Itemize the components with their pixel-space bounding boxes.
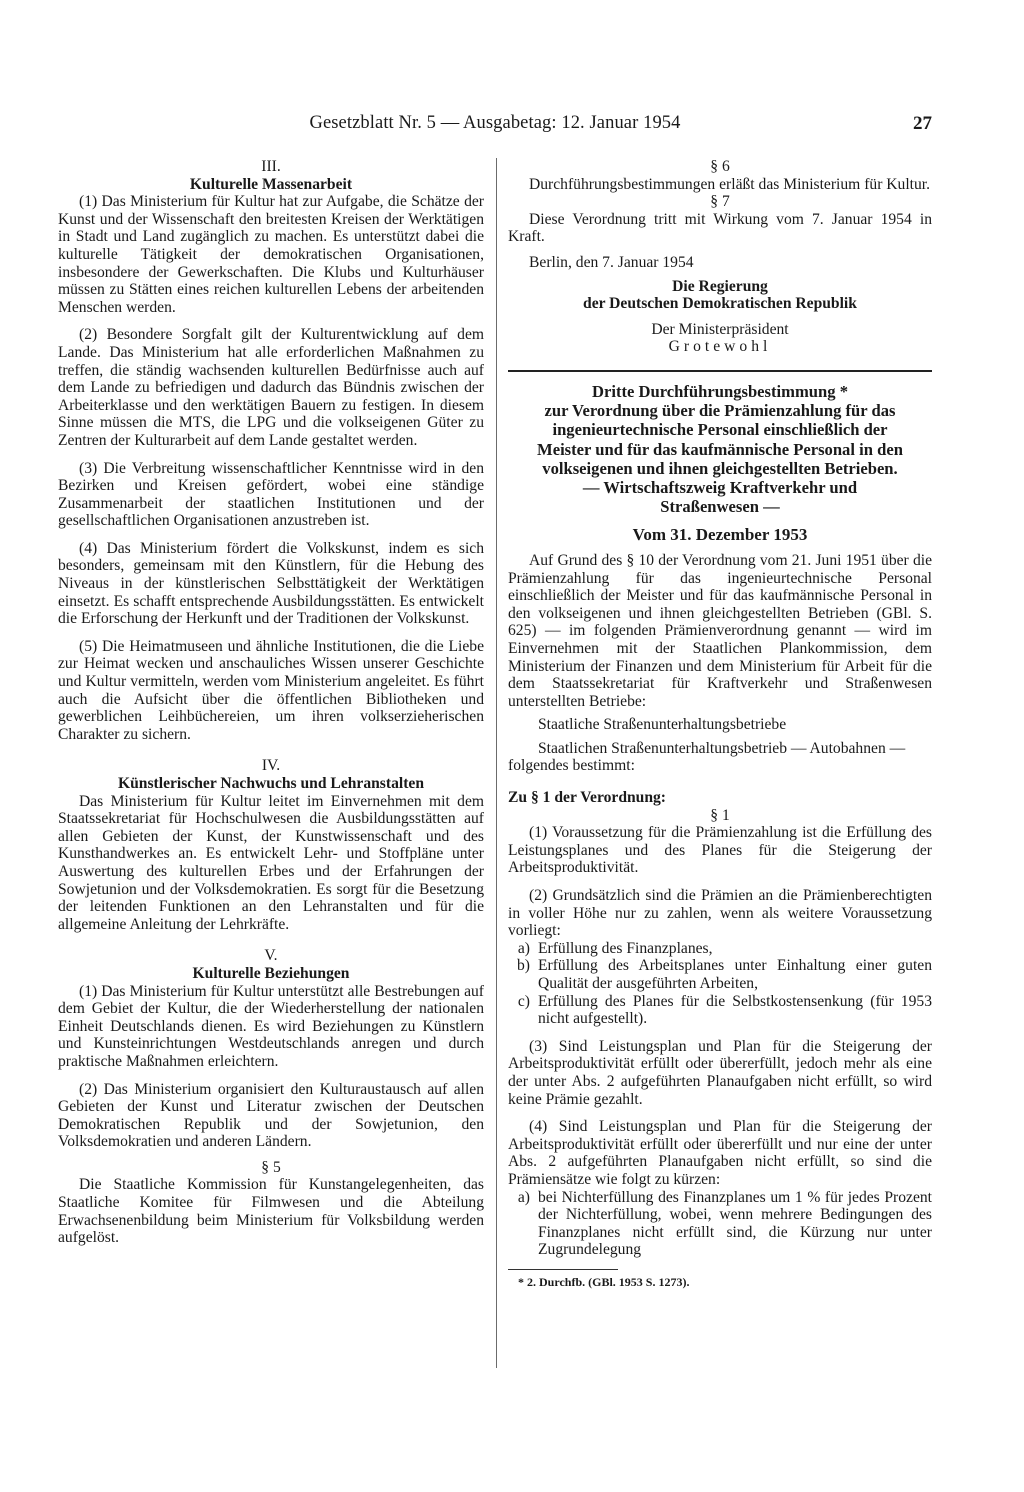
decree-title-line: ingenieurtechnische Personal einschließlich der bbox=[552, 420, 888, 440]
decree-title-line: volkseigenen und ihnen gleichgestellten Betrieben. bbox=[542, 458, 898, 478]
zu-paragraph-heading: Zu § 1 der Verordnung: bbox=[508, 789, 667, 807]
paragraph-7-mark: § 7 bbox=[710, 193, 730, 211]
signer-name: Grotewohl bbox=[668, 338, 772, 356]
abs-3: (3) Sind Leistungsplan und Plan für die Steigerung der Arbeitsproduktivität erfüllt oder übererfüllt, jedoch mehr als eine der unter Abs. 2 aufgeführten Planaufgaben nicht erfüllt, so wird keine Prämie gezahlt. bbox=[508, 1037, 932, 1108]
section-5-paragraph-2: (2) Das Ministerium organisiert den Kulturaustausch auf allen Gebieten der Kunst und Literatur zwischen der Deutschen Demokratischen Republik und der Sowjetunion, den Volksdemokratien und anderen Ländern. bbox=[58, 1080, 484, 1151]
decree-date: Vom 31. Dezember 1953 bbox=[632, 525, 808, 545]
list-item bbox=[508, 1189, 932, 1259]
decree-title bbox=[508, 382, 932, 516]
place-and-date: Berlin, den 7. Januar 1954 bbox=[529, 253, 694, 271]
section-3-paragraph-5: (5) Die Heimatmuseen und ähnliche Institutionen, die die Liebe zur Heimat wecken und anschauliches Wissen unserer Geschichte und Kultur vermitteln, werden vom Ministerium angeleitet. Es führt auch die Aufsicht über die öffentlichen Bibliotheken und gewerblichen Leihbüchereien, um ihren volkserzieherischen Charakter zu sichern. bbox=[58, 637, 484, 743]
section-3-paragraph-3: (3) Die Verbreitung wissenschaftlicher Kenntnisse wird in den Bezirken und Kreisen gefördert, wobei eine ständige Zusammenarbeit der staatlichen Institutionen und der gesellschaftlichen Organisationen anzustreben ist. bbox=[58, 459, 484, 530]
section-3-paragraph-2: (2) Besondere Sorgfalt gilt der Kulturentwicklung auf dem Lande. Das Ministerium hat alle erforderlichen Maßnahmen zu treffen, die ständig wachsenden kulturellen Bedürfnisse auch auf dem Lande zu befriedigen und dadurch das Bündnis zwischen der Arbeiterklasse und den werktätigen Bauern zu festigen. In diesem Sinne müssen die MTS, die LPG und die volkseigenen Güter zu Zentren der Kulturarbeit auf dem Lande gestaltet werden. bbox=[58, 326, 484, 449]
determined-text: folgendes bestimmt: bbox=[508, 757, 635, 775]
footnote: * 2. Durchfb. (GBl. 1953 S. 1273). bbox=[518, 1274, 690, 1289]
page-number: 27 bbox=[913, 113, 932, 134]
column-divider bbox=[496, 158, 497, 1368]
government-line-2: der Deutschen Demokratischen Republik bbox=[583, 295, 857, 313]
page-header bbox=[58, 113, 932, 139]
entity-1: Staatliche Straßenunterhaltungsbetriebe bbox=[538, 716, 787, 734]
section-5-title: Kulturelle Beziehungen bbox=[192, 964, 350, 982]
abs-1: (1) Voraussetzung für die Prämienzahlung ist die Erfüllung des Leistungsplanes und des Planes für die Steigerung der Arbeitsproduktivität. bbox=[508, 824, 932, 877]
paragraph-5-text: Die Staatliche Kommission für Kunstangelegenheiten, das Staatliche Komitee für Filmwesen und die Abteilung Erwachsenenbildung beim Ministerium für Volksbildung werden aufgelöst. bbox=[58, 1176, 484, 1247]
footnote-rule bbox=[508, 1269, 618, 1270]
list-item bbox=[508, 940, 932, 958]
section-4-paragraph-1: Das Ministerium für Kultur leitet im Einvernehmen mit dem Staatssekretariat für Hochschulwesen die Ausbildungsstätten auf allen Gebieten der Kunst, der Kunstwissenschaft und des Kunsthandwerkes an. Es entwickelt Lehr- und Stoffpläne unter Auswertung des kulturellen Erbes und der Erfahrungen der Sowjetunion und der Volksdemokratien. Es sorgt für die Besetzung der leitenden Funktionen an den Lehranstalten und für die allgemeine Anleitung der Lehrkräfte. bbox=[58, 792, 484, 933]
left-column bbox=[58, 158, 484, 1247]
abs-2: (2) Grundsätzlich sind die Prämien an die Prämienberechtigten in voller Höhe nur zu zahlen, wenn als weitere Voraussetzung vorliegt: bbox=[508, 887, 932, 940]
list-item-text: Erfüllung des Arbeitsplanes unter Einhaltung einer guten Qualität der ausgeführten Arbeiten, bbox=[538, 957, 932, 993]
paragraph-7-text: Diese Verordnung tritt mit Wirkung vom 7. Januar 1954 in Kraft. bbox=[508, 210, 932, 246]
government-line-1: Die Regierung bbox=[672, 277, 768, 295]
gazette-header-title: Gesetzblatt Nr. 5 — Ausgabetag: 12. Januar 1954 bbox=[309, 113, 681, 133]
abs-4: (4) Sind Leistungsplan und Plan für die Steigerung der Arbeitsproduktivität erfüllt oder übererfüllt und nur eine der unter Abs. 2 aufgeführten Planaufgaben nicht erfüllt, so sind die Prämiensätze wie folgt zu kürzen: bbox=[508, 1118, 932, 1188]
list-item-label: b) bbox=[517, 957, 530, 975]
decree-title-line: Straßenwesen — bbox=[660, 497, 780, 517]
section-3-title: Kulturelle Massenarbeit bbox=[189, 175, 353, 193]
section-5-paragraph-1: (1) Das Ministerium für Kultur unterstützt alle Bestrebungen auf dem Gebiet der Kultur, die der Wiederherstellung der nationalen Einheit Deutschlands dienen. Es wird Beziehungen zu Künstlern und Kunsteinrichtungen Westdeutschlands anregen und durch praktische Maßnahmen erleichtern. bbox=[58, 982, 484, 1070]
paragraph-1-mark: § 1 bbox=[710, 806, 730, 824]
list-item bbox=[508, 957, 932, 992]
section-4-title: Künstlerischer Nachwuchs und Lehranstalten bbox=[118, 775, 424, 792]
entity-2: Staatlichen Straßenunterhaltungsbetrieb — Autobahnen — bbox=[538, 739, 906, 757]
signer-title: Der Ministerpräsident bbox=[651, 320, 789, 338]
paragraph-6-text: Durchführungsbestimmungen erläßt das Ministerium für Kultur. bbox=[529, 175, 931, 193]
right-column bbox=[508, 158, 932, 1292]
decree-intro: Auf Grund des § 10 der Verordnung vom 21. Juni 1951 über die Prämienzahlung für das ingenieurtechnische Personal einschließlich der Meister und für das kaufmännische Personal in den volkseigenen und ihnen gleichgestellten Betrieben (GBl. S. 625) — im folgenden Prämienverordnung genannt — wird im Einvernehmen mit der Staatlichen Plankommission, dem Ministerium der Finanzen und dem Ministerium für Arbeit für die dem Staatssekretariat für Kraftverkehr und Straßenwesen unterstellten Betriebe: bbox=[508, 551, 932, 710]
decree-title-line: — Wirtschaftszweig Kraftverkehr und bbox=[582, 477, 858, 497]
section-rule bbox=[508, 370, 932, 372]
section-3-paragraph-1: (1) Das Ministerium für Kultur hat zur Aufgabe, die Schätze der Kunst und der Wissenschaft den breitesten Kreisen der Werktätigen in Stadt und Land zugänglich zu machen. Es unterstützt dabei die kulturelle Tätigkeit der demokratischen Organisationen, insbesondere der Gewerkschaften. Die Klubs und Kulturhäuser müssen zu Stätten eines reichen kulturellen Lebens der arbeitenden Menschen werden. bbox=[58, 193, 484, 316]
section-4-roman: IV. bbox=[261, 757, 281, 775]
section-3-roman: III. bbox=[261, 158, 281, 175]
list-item-text: Erfüllung des Planes für die Selbstkostensenkung (für 1953 nicht aufgestellt). bbox=[538, 992, 932, 1028]
decree-title-line: Meister und für das kaufmännische Personal in den bbox=[537, 439, 903, 459]
decree-title-line: Dritte Durchführungsbestimmung * bbox=[592, 381, 848, 401]
list-item-label: a) bbox=[517, 1188, 530, 1206]
paragraph-5-mark: § 5 bbox=[261, 1158, 281, 1176]
section-5-roman: V. bbox=[264, 947, 278, 965]
decree-title-line: zur Verordnung über die Prämienzahlung für das bbox=[544, 401, 896, 421]
paragraph-6-mark: § 6 bbox=[710, 158, 730, 175]
list-item-text: Erfüllung des Finanzplanes, bbox=[538, 939, 713, 957]
list-item bbox=[508, 993, 932, 1028]
list-item-label: a) bbox=[517, 939, 530, 957]
section-3-paragraph-4: (4) Das Ministerium fördert die Volkskunst, indem es sich besonders, gemeinsam mit den Künstlern, für die Hebung des Niveaus in der künstlerischen Selbsttätigkeit der Werktätigen einsetzt. Es schafft entsprechende Ausbildungsstätten. Es entwickelt die Erforschung der Herkunft und der Traditionen der Volkskunst. bbox=[58, 539, 484, 628]
list-item-text: bei Nichterfüllung des Finanzplanes um 1 % für jedes Prozent der Nichterfüllung, wobei, wenn mehrere Bedingungen des Finanzplanes nicht erfüllt sind, die Kürzung nur unter Zugrundelegung bbox=[538, 1188, 932, 1259]
list-item-label: c) bbox=[517, 992, 530, 1010]
